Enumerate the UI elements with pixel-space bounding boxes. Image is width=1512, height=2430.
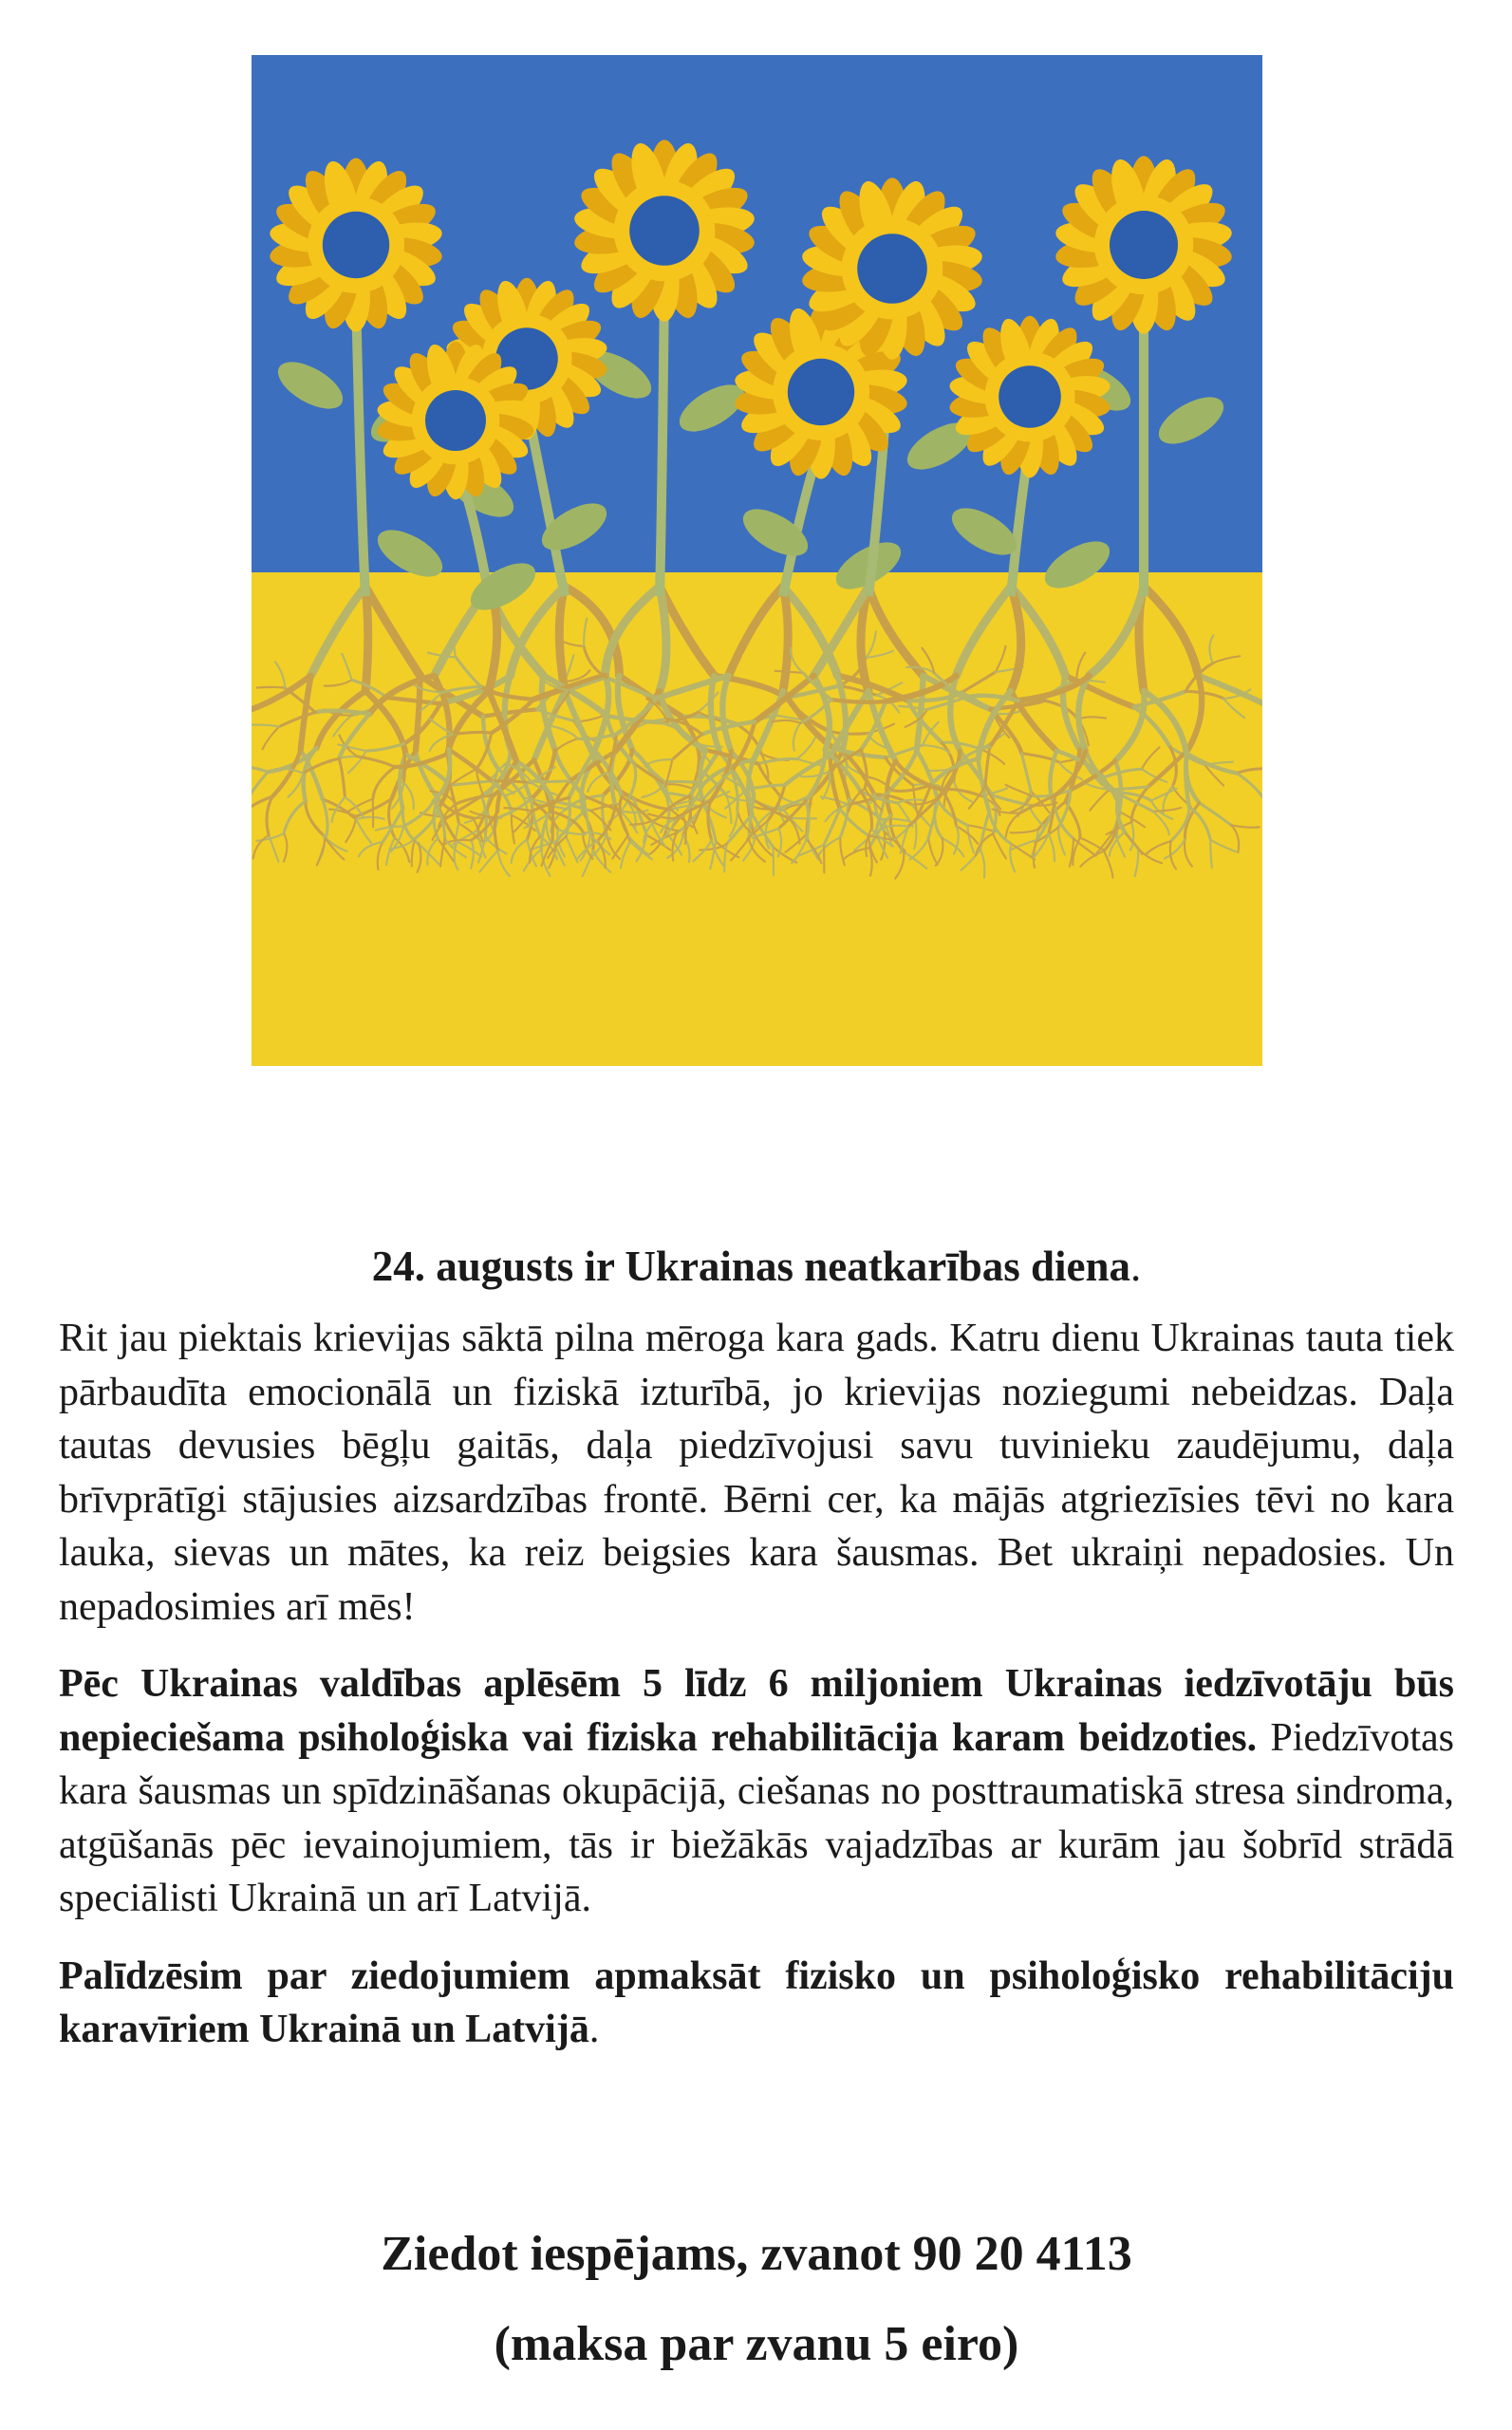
rehabilitation-estimate: Pēc Ukrainas valdības aplēsēm 5 līdz 6 miljoniem Ukrainas iedzīvotāju būs nepieciešama psiholoģiska vai fiziska rehabilitācija karam beidzoties. xyxy=(59,1662,1454,1760)
heading-text: 24. augusts ir Ukrainas neatkarības diena xyxy=(371,1243,1131,1290)
rehabilitation-paragraph xyxy=(59,1657,1454,1926)
rehabilitation-needs: Piedzīvotas kara šausmas un spīdzināšanas okupācijā, ciešanas no posttraumatiskā stresa sindroma, atgūšanās pēc ievainojumiem, tās ir biežākās vajadzības ar kurām jau šobrīd strādā speciālisti Ukrainā un arī Latvijā. xyxy=(59,1715,1454,1920)
sunflowers-on-ukrainian-flag-icon xyxy=(252,55,1262,1066)
donation-phone-line: Ziedot iespējams, zvanot 90 20 4113 xyxy=(381,2227,1132,2281)
sunflowers-illustration xyxy=(252,55,1262,1066)
heading-period: . xyxy=(1130,1243,1142,1290)
war-paragraph: Rit jau piektais krievijas sāktā pilna mēroga kara gads. Katru dienu Ukrainas tauta tiek pārbaudīta emocionālā un fiziskā izturībā, jo krievijas noziegumi nebeidzas. Daļa tautas devusies bēgļu gaitās, daļa piedzīvojusi savu tuvinieku zaudējumu, daļa brīvprātīgi stājusies aizsardzības frontē. Bērni cer, ka mājās atgriezīsies tēvi no kara lauka, sievas un mātes, ka reiz beigsies kara šausmas. Bet ukraiņi nepadosies. Un nepadosimies arī mēs! xyxy=(59,1317,1454,1629)
article-body xyxy=(59,1240,1454,2081)
call-to-action-paragraph xyxy=(59,1950,1454,2057)
call-price-line: (maksa par zvanu 5 eiro) xyxy=(494,2317,1019,2371)
independence-day-heading xyxy=(59,1240,1454,1293)
call-to-action-text: Palīdzēsim par ziedojumiem apmaksāt fizisko un psiholoģisko rehabilitāciju karavīriem Ukrainā un Latvijā xyxy=(59,1953,1454,2051)
call-to-action-period: . xyxy=(588,2008,600,2051)
